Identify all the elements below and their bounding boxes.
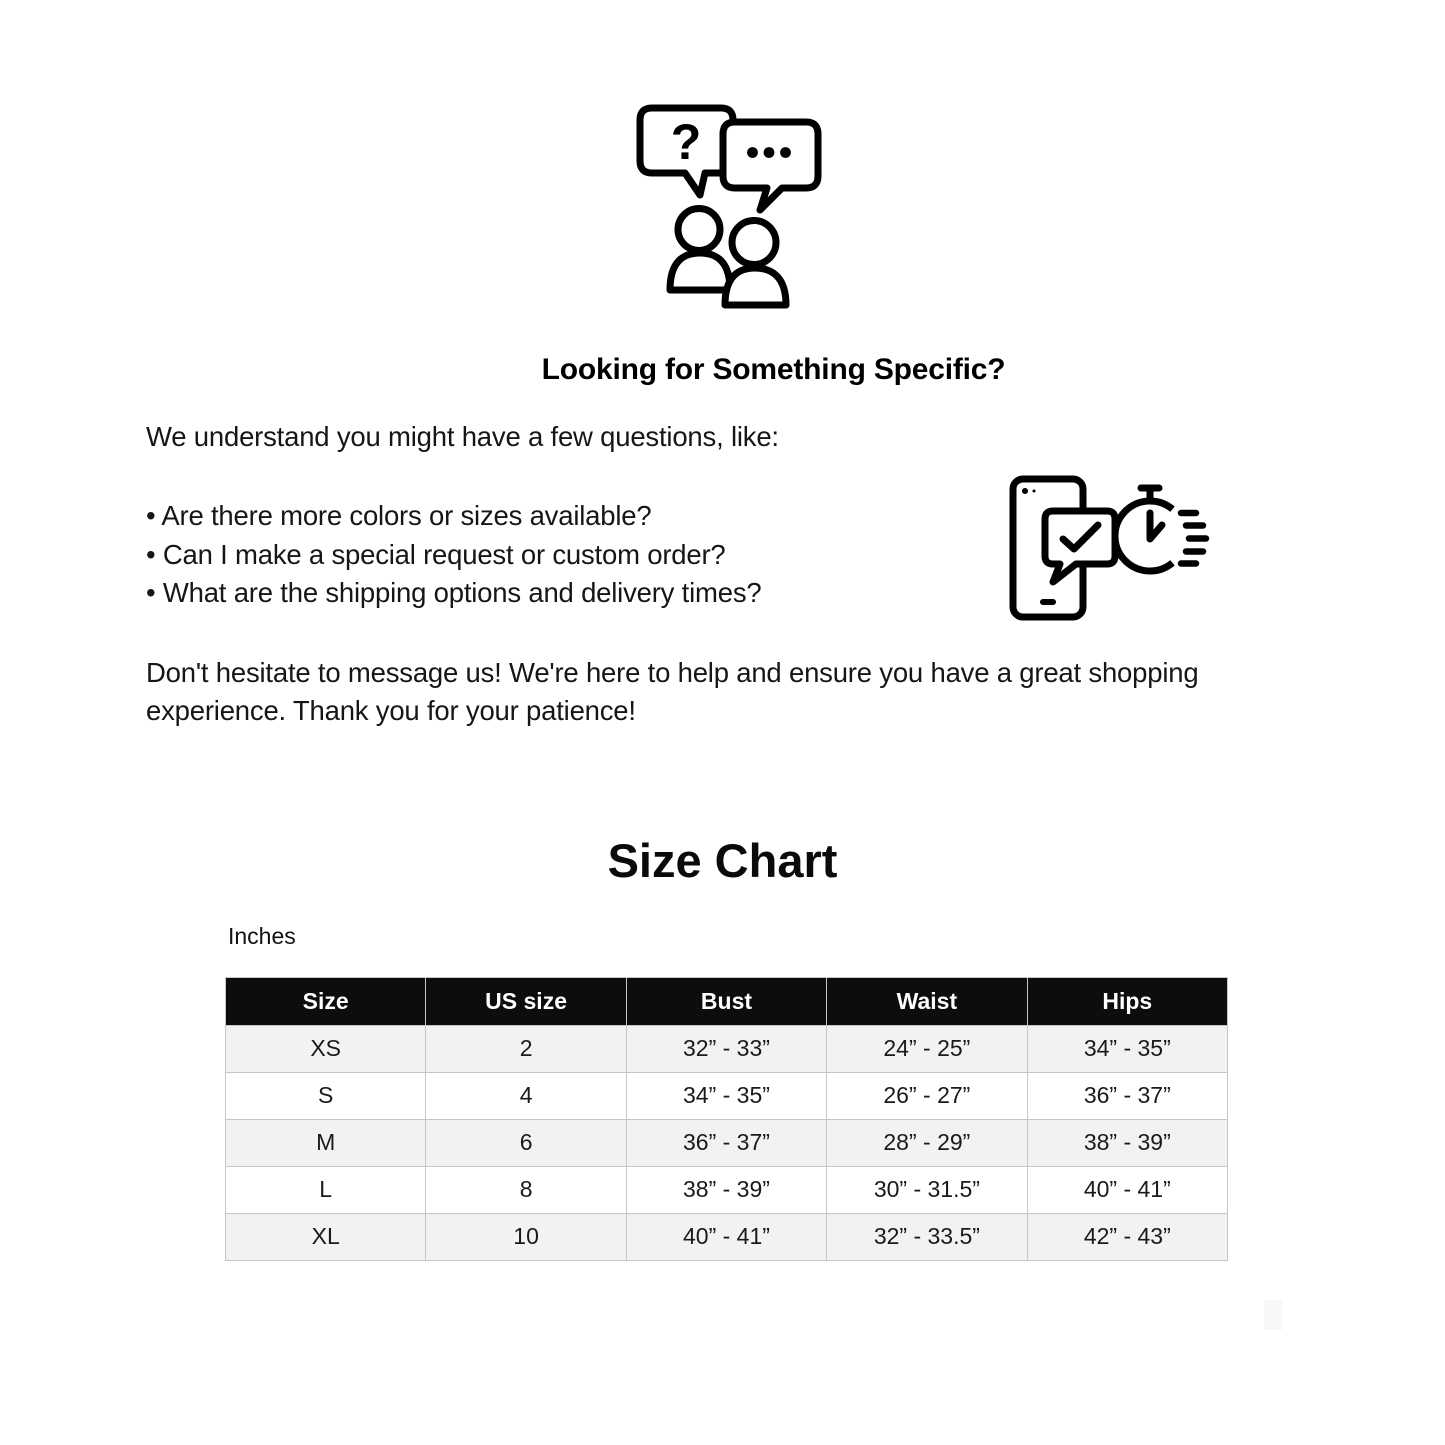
table-row — [226, 1025, 1228, 1072]
closing-text: Don't hesitate to message us! We're here to help and ensure you have a great shopping experience. Thank you for your patience! — [146, 656, 1199, 726]
table-cell: 26” - 27” — [827, 1072, 1027, 1119]
table-cell: 36” - 37” — [1027, 1072, 1227, 1119]
stopwatch-body — [1115, 501, 1173, 571]
speed-lines — [1181, 513, 1206, 564]
watermark — [1264, 1300, 1282, 1330]
table-cell: 32” - 33” — [626, 1025, 826, 1072]
table-cell: 42” - 43” — [1027, 1213, 1227, 1260]
table-cell: 36” - 37” — [626, 1119, 826, 1166]
phone-home-bar — [1040, 599, 1056, 605]
bullet-item: • Are there more colors or sizes available? — [146, 500, 652, 531]
person-head — [732, 221, 776, 265]
question-list — [146, 497, 1445, 613]
table-cell: XS — [226, 1025, 426, 1072]
table-header-cell: Bust — [626, 977, 826, 1025]
people-chat-icon — [635, 103, 823, 315]
intro-text: We understand you might have a few questions, like: — [146, 421, 779, 452]
table-cell: 34” - 35” — [626, 1072, 826, 1119]
table-cell: 8 — [426, 1166, 626, 1213]
table-cell: 34” - 35” — [1027, 1025, 1227, 1072]
phone-fast-reply-icon — [1006, 474, 1216, 631]
size-table-body — [226, 1025, 1228, 1260]
table-row — [226, 1072, 1228, 1119]
table-cell: 2 — [426, 1025, 626, 1072]
table-row — [226, 1166, 1228, 1213]
phone-camera-dots — [1022, 488, 1036, 494]
table-row — [226, 1119, 1228, 1166]
size-chart-title: Size Chart — [607, 833, 838, 887]
table-cell: 38” - 39” — [1027, 1119, 1227, 1166]
table-cell: 40” - 41” — [626, 1213, 826, 1260]
table-header-cell: Waist — [827, 977, 1027, 1025]
table-cell: XL — [226, 1213, 426, 1260]
table-header-row — [226, 977, 1228, 1025]
size-table — [225, 977, 1228, 1261]
person-head — [678, 209, 720, 251]
table-cell: 38” - 39” — [626, 1166, 826, 1213]
table-cell: M — [226, 1119, 426, 1166]
table-cell: 32” - 33.5” — [827, 1213, 1027, 1260]
bullet-item: • Can I make a special request or custom order? — [146, 538, 726, 570]
person-body — [670, 253, 730, 290]
table-cell: 4 — [426, 1072, 626, 1119]
size-table-head — [226, 977, 1228, 1025]
table-cell: 6 — [426, 1119, 626, 1166]
person-body — [725, 268, 786, 305]
bullet-item: • What are the shipping options and delivery times? — [146, 577, 762, 608]
table-cell: 40” - 41” — [1027, 1166, 1227, 1213]
table-cell: 24” - 25” — [827, 1025, 1027, 1072]
table-header-cell: US size — [426, 977, 626, 1025]
table-header-cell: Hips — [1027, 977, 1227, 1025]
table-cell: S — [226, 1072, 426, 1119]
table-cell: 28” - 29” — [827, 1119, 1027, 1166]
table-cell: 30” - 31.5” — [827, 1166, 1027, 1213]
table-cell: L — [226, 1166, 426, 1213]
stopwatch-hand — [1150, 513, 1162, 539]
table-row — [226, 1213, 1228, 1260]
units-label: Inches — [228, 922, 296, 949]
question-mark-glyph: ? — [670, 114, 702, 170]
table-header-cell: Size — [226, 977, 426, 1025]
section-heading: Looking for Something Specific? — [541, 353, 1006, 386]
reply-bubble-shape — [723, 122, 818, 210]
typing-dots — [747, 147, 791, 158]
table-cell: 10 — [426, 1213, 626, 1260]
